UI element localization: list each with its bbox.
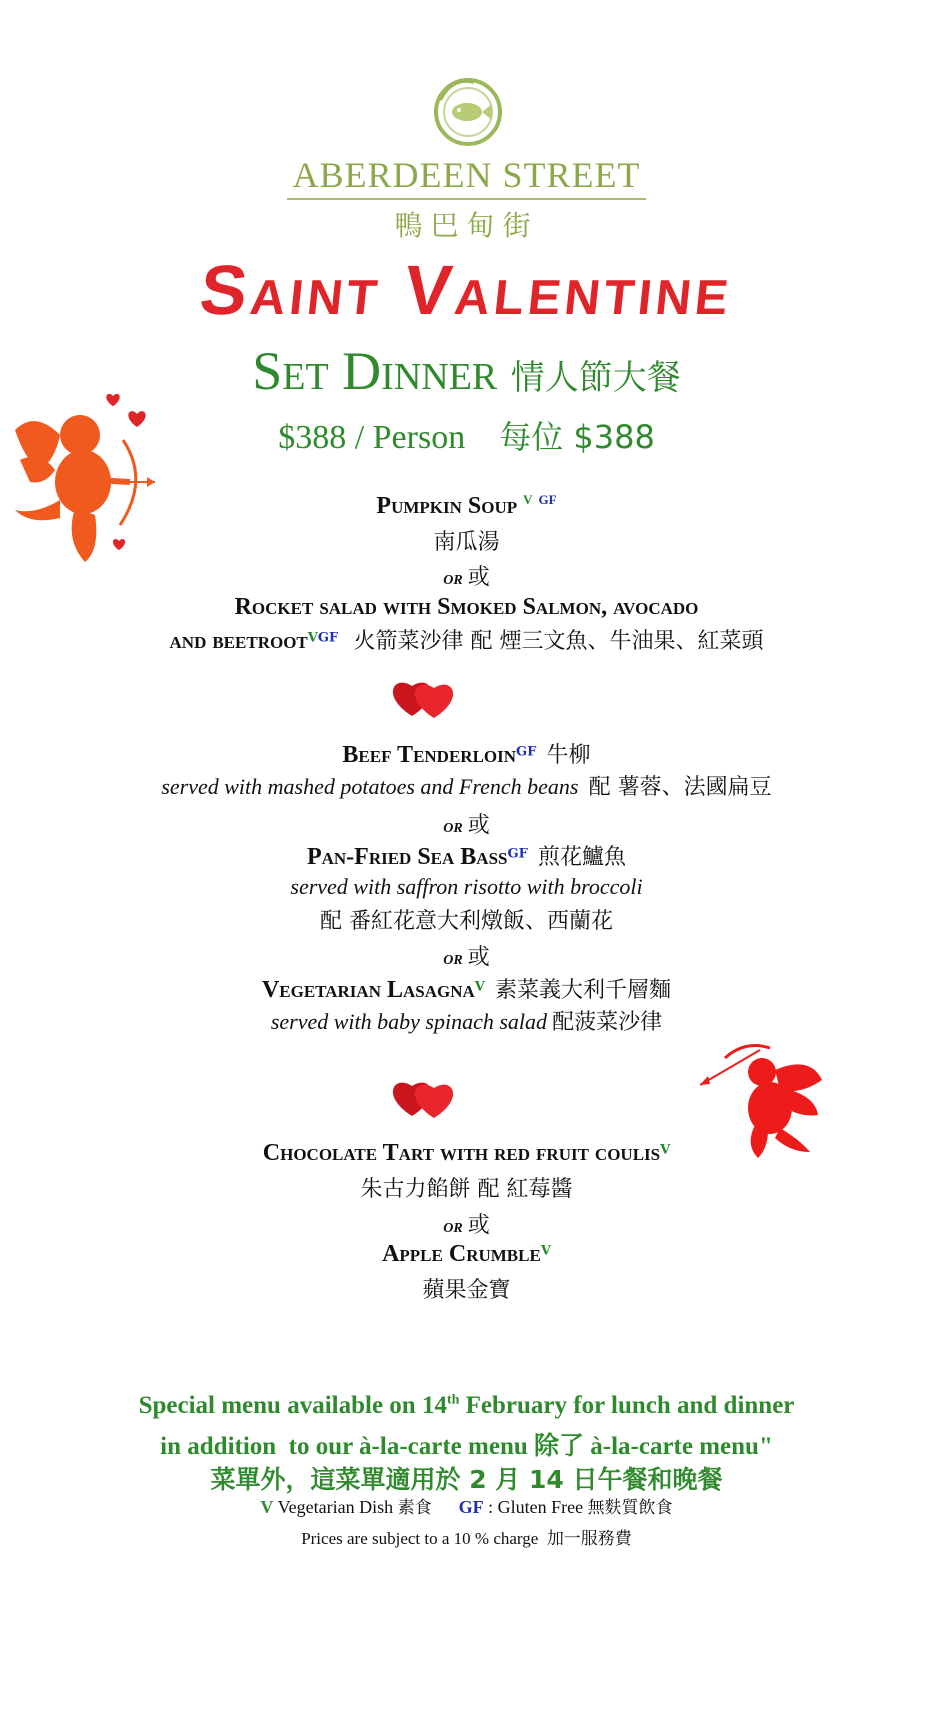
note-text: Prices are subject to a 10 % charge (301, 1529, 539, 1548)
dish-chocolate-tart (0, 1140, 933, 1167)
or-en: or (443, 567, 463, 589)
service-charge-note (0, 1524, 933, 1549)
footer-text: Special menu available on 14 (138, 1392, 447, 1419)
or-separator (0, 808, 933, 839)
dish-sea-bass-description-cn: 配 番紅花意大利燉飯、西蘭花 (320, 909, 613, 934)
vegetarian-tag: V (474, 979, 485, 995)
or-separator (0, 560, 933, 591)
dish-sea-bass-description: served with saffron risotto with broccoli (290, 874, 643, 899)
footer-sup: th (446, 1392, 460, 1408)
dish-name: Beef Tenderloin (342, 742, 517, 768)
dish-desc-cn: 配菠菜沙律 (552, 1010, 663, 1035)
or-en: or (443, 947, 463, 969)
footer-line-2 (0, 1426, 933, 1462)
dish-desc: served with mashed potatoes and French beans (161, 774, 579, 799)
dish-name: Chocolate Tart with red fruit coulis (262, 1140, 661, 1166)
or-cn: 或 (467, 565, 490, 590)
small-heart-icon (105, 393, 121, 407)
dish-pumpkin-soup (0, 492, 933, 520)
legend-gf: GF (458, 1497, 484, 1517)
vegetarian-tag: V (523, 492, 533, 507)
dish-name: Vegetarian Lasagna (261, 977, 475, 1003)
legend-v-text: Vegetarian Dish (277, 1497, 394, 1517)
subtitle-cn: 情人節大餐 (510, 358, 681, 398)
dish-rocket-salad-line2 (0, 624, 933, 655)
dish-cn: 素菜義大利千層麵 (495, 978, 672, 1003)
legend-gf-text: : Gluten Free (488, 1497, 584, 1517)
note-cn: 加一服務費 (546, 1529, 632, 1549)
dish-apple-crumble (0, 1241, 933, 1268)
fish-plate-icon (412, 70, 522, 150)
legend-v-cn: 素食 (397, 1498, 432, 1518)
legend-v: V (260, 1497, 274, 1517)
footer-text: à-la-carte menu" (584, 1433, 773, 1460)
dish-sea-bass (0, 840, 933, 871)
footer-text-cn: 除了 (534, 1431, 585, 1460)
menu-title: Saint Valentine (196, 251, 737, 329)
dish-cn: 火箭菜沙律 配 煙三文魚、牛油果、紅菜頭 (353, 629, 764, 654)
dish-beef-tenderloin (0, 738, 933, 769)
subtitle-en: Set Dinner (252, 341, 498, 401)
double-heart-icon (388, 1074, 460, 1120)
or-separator (0, 940, 933, 971)
dish-cn: 煎花鱸魚 (538, 845, 627, 870)
or-en: or (443, 1215, 463, 1237)
dish-name: and beetroot (169, 628, 308, 654)
or-cn: 或 (467, 813, 490, 838)
or-cn: 或 (467, 1213, 490, 1238)
dish-name: Pumpkin Soup (376, 493, 518, 519)
gluten-free-tag: GF (317, 630, 339, 646)
footer-line-3 (0, 1460, 933, 1496)
dish-vegetarian-lasagna (0, 973, 933, 1004)
price-cn: 每位 $388 (499, 418, 655, 456)
or-en: or (443, 815, 463, 837)
gluten-free-tag: GF (507, 846, 528, 862)
gluten-free-tag: GF (516, 744, 537, 760)
dish-cn: 蘋果金寶 (422, 1278, 511, 1303)
restaurant-logo (0, 70, 933, 244)
price-en: $388 / Person (278, 419, 466, 456)
legend-gf-cn: 無麩質飲食 (587, 1498, 673, 1518)
dish-rocket-salad: Rocket salad with Smoked Salmon, avocado (234, 594, 699, 620)
vegetarian-tag: V (540, 1243, 551, 1259)
logo-chinese-name: 鴨巴甸街 (394, 209, 539, 242)
vegetarian-tag: V (307, 630, 318, 646)
dish-name: Pan-Fried Sea Bass (306, 844, 508, 870)
dish-cn: 牛柳 (546, 743, 591, 768)
dietary-legend (0, 1493, 933, 1518)
dish-desc-cn: 配 薯蓉、法國扁豆 (588, 775, 772, 800)
footer-text-cn: 菜單外，這菜單適用於 2 月 14 日午餐和晚餐 (210, 1465, 723, 1494)
or-cn: 或 (467, 945, 490, 970)
small-heart-icon (127, 410, 147, 428)
dish-cn: 朱古力餡餅 配 紅莓醬 (360, 1177, 573, 1202)
dish-beef-description (0, 770, 933, 801)
footer-text: in addition to our à-la-carte menu (160, 1433, 534, 1460)
double-heart-icon (388, 674, 460, 720)
dish-lasagna-description (0, 1005, 933, 1036)
logo-name: ABERDEEN STREET (287, 154, 647, 200)
dish-name: Apple Crumble (382, 1241, 541, 1267)
dish-cn: 南瓜湯 (433, 530, 500, 555)
footer-text: February for lunch and dinner (459, 1392, 795, 1419)
or-separator (0, 1208, 933, 1239)
footer-line-1 (0, 1392, 933, 1420)
gluten-free-tag: GF (538, 492, 557, 507)
vegetarian-tag: V (660, 1142, 671, 1158)
dish-desc: served with baby spinach salad (270, 1009, 548, 1034)
